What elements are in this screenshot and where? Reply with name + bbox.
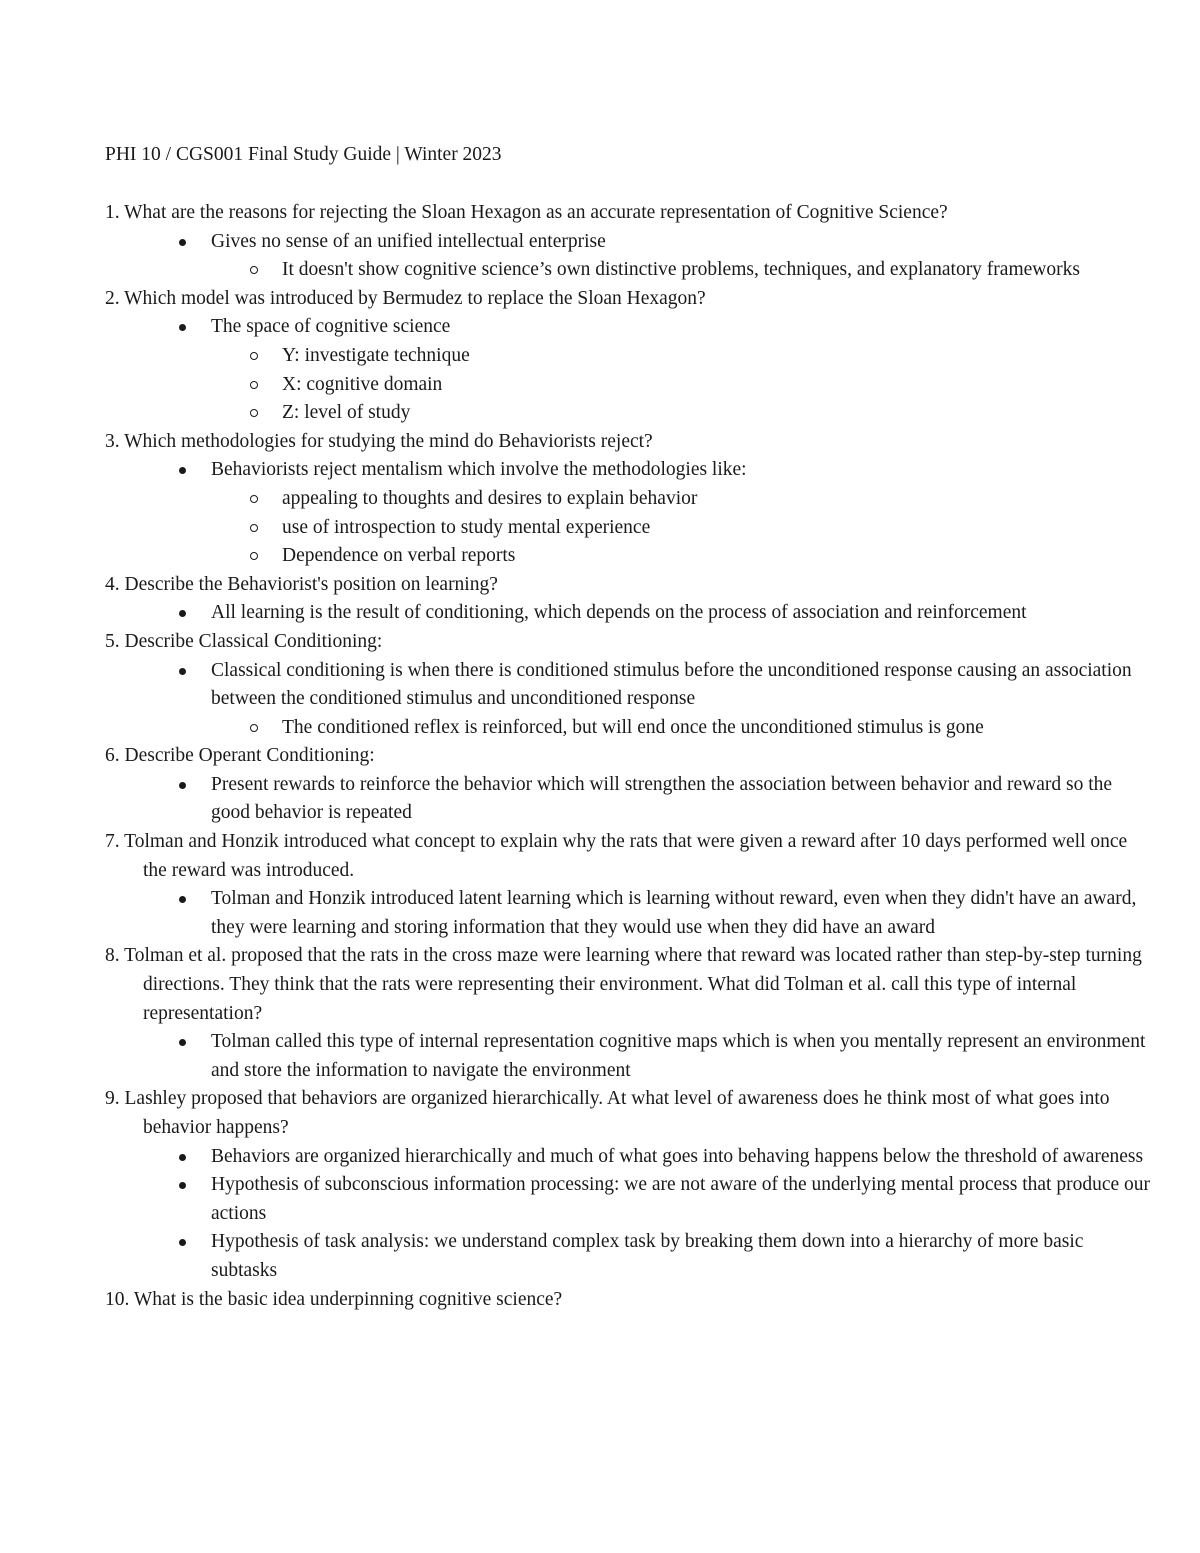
answer-bullet — [211, 228, 1151, 257]
answer-subbullet — [282, 714, 1102, 743]
bullet-dot-icon — [179, 668, 186, 675]
answer-bullet — [211, 1228, 1151, 1285]
answer-text: Classical conditioning is when there is conditioned stimulus before the unconditioned response causing an association between the conditioned stimulus and unconditioned response — [211, 659, 1132, 710]
answer-text: Tolman called this type of internal representation cognitive maps which is when you mentally represent an environment and store the information to navigate the environment — [211, 1031, 1146, 1081]
bullet-circle-icon — [250, 552, 258, 560]
bullet-dot-icon — [179, 239, 186, 246]
subanswer-text: use of introspection to study mental experience — [282, 516, 651, 538]
bullet-circle-icon — [250, 724, 258, 732]
subanswer-text: X: cognitive domain — [282, 373, 443, 395]
question-text: 2. Which model was introduced by Bermudez to replace the Sloan Hexagon? — [105, 287, 706, 309]
question — [105, 1286, 1155, 1315]
bullet-dot-icon — [179, 782, 186, 789]
bullet-dot-icon — [179, 1039, 186, 1046]
question-text: 1. What are the reasons for rejecting the Sloan Hexagon as an accurate representation of Cognitive Science? — [105, 202, 948, 223]
bullet-dot-icon — [179, 610, 186, 617]
question — [105, 628, 1155, 657]
answer-bullet — [211, 1143, 1151, 1172]
subanswer-text: Dependence on verbal reports — [282, 545, 516, 567]
answer-text: Behaviorists reject mentalism which involve the methodologies like: — [211, 459, 747, 481]
document-title: PHI 10 / CGS001 Final Study Guide | Winter 2023 — [105, 144, 502, 165]
question-text: 4. Describe the Behaviorist's position on learning? — [105, 573, 498, 595]
question — [105, 571, 1155, 600]
answer-subbullet — [282, 542, 1102, 571]
answer-bullet — [211, 885, 1151, 942]
answer-text: The space of cognitive science — [211, 316, 451, 338]
answer-text: Tolman and Honzik introduced latent learning which is learning without reward, even when they didn't have an award, they were learning and storing information that they would use when they did have an award — [211, 888, 1137, 938]
question — [105, 199, 1155, 228]
bullet-dot-icon — [179, 324, 186, 331]
answer-subbullet — [282, 399, 1102, 428]
answer-text: All learning is the result of conditioning, which depends on the process of association and reinforcement — [211, 602, 1027, 624]
subanswer-text: The conditioned reflex is reinforced, but will end once the unconditioned stimulus is gone — [282, 716, 984, 738]
answer-subbullet — [282, 342, 1102, 371]
question — [105, 428, 1155, 457]
bullet-circle-icon — [250, 524, 258, 532]
answer-text: Hypothesis of subconscious information processing: we are not aware of the underlying mental process that produce our actions — [211, 1174, 1150, 1224]
question — [105, 285, 1155, 314]
bullet-dot-icon — [179, 1154, 186, 1161]
answer-bullet — [211, 313, 1151, 342]
bullet-dot-icon — [179, 1182, 186, 1189]
question-text: 6. Describe Operant Conditioning: — [105, 745, 375, 767]
bullet-circle-icon — [250, 266, 258, 274]
answer-subbullet — [282, 256, 1102, 285]
answer-text: Hypothesis of task analysis: we understand complex task by breaking them down into a hierarchy of more basic subtasks — [211, 1231, 1084, 1281]
answer-bullet — [211, 657, 1151, 714]
answer-bullet — [211, 1171, 1151, 1228]
answer-subbullet — [282, 485, 1102, 514]
answer-bullet — [211, 599, 1151, 628]
question-text: 9. Lashley proposed that behaviors are organized hierarchically. At what level of awareness does he think most of what goes into behavior happens? — [105, 1088, 1110, 1138]
answer-bullet — [211, 771, 1151, 828]
bullet-circle-icon — [250, 352, 258, 360]
answer-text: Present rewards to reinforce the behavior which will strengthen the association between behavior and reward so the good behavior is repeated — [211, 773, 1113, 824]
question — [105, 942, 1155, 1028]
question — [105, 742, 1155, 771]
bullet-dot-icon — [179, 1239, 186, 1246]
answer-subbullet — [282, 371, 1102, 400]
bullet-dot-icon — [179, 896, 186, 903]
answer-text: Behaviors are organized hierarchically and much of what goes into behaving happens below the threshold of awareness — [211, 1145, 1144, 1167]
answer-text: Gives no sense of an unified intellectual enterprise — [211, 230, 606, 252]
bullet-circle-icon — [250, 495, 258, 503]
question-text: 3. Which methodologies for studying the mind do Behaviorists reject? — [105, 430, 653, 452]
subanswer-text: appealing to thoughts and desires to explain behavior — [282, 487, 698, 509]
subanswer-text: It doesn't show cognitive science’s own distinctive problems, techniques, and explanatory frameworks — [282, 259, 1080, 281]
question-text: 7. Tolman and Honzik introduced what concept to explain why the rats that were given a reward after 10 days performed well once the reward was introduced. — [105, 831, 1128, 881]
answer-bullet — [211, 1028, 1151, 1085]
answer-subbullet — [282, 514, 1102, 543]
answer-bullet — [211, 456, 1151, 485]
subanswer-text: Y: investigate technique — [282, 344, 470, 366]
question — [105, 1085, 1155, 1142]
question-text: 10. What is the basic idea underpinning cognitive science? — [105, 1288, 563, 1310]
subanswer-text: Z: level of study — [282, 402, 411, 424]
study-guide-list — [0, 199, 1200, 1314]
bullet-dot-icon — [179, 467, 186, 474]
question-text: 5. Describe Classical Conditioning: — [105, 630, 383, 652]
question — [105, 828, 1155, 885]
question-text: 8. Tolman et al. proposed that the rats in the cross maze were learning where that reward was located rather than step-by-step turning directions. They think that the rats were representing their environment. What did Tolman et al. call this type of internal representation? — [105, 945, 1142, 1024]
bullet-circle-icon — [250, 409, 258, 417]
bullet-circle-icon — [250, 381, 258, 389]
